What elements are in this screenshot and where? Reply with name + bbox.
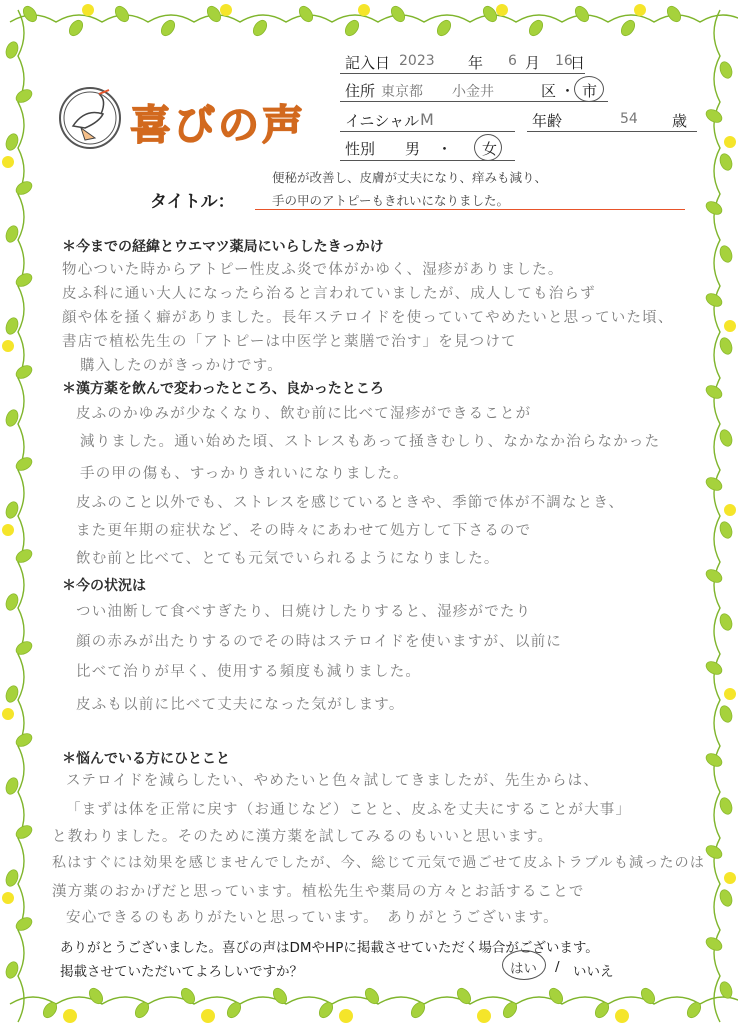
section-heading: ＊漢方薬を飲んで変わったところ、良かったところ — [62, 381, 384, 397]
address-dot: ・ — [560, 82, 576, 100]
yellow-dot-icon — [634, 4, 646, 16]
handwritten-line: 物心ついた時からアトピー性皮ふ炎で体がかゆく、湿疹がありました。 — [62, 262, 564, 278]
leaf-icon — [665, 4, 684, 24]
yellow-dot-icon — [339, 1009, 353, 1023]
leaf-icon — [21, 4, 40, 24]
leaf-icon — [14, 547, 34, 565]
date-month-unit: 月 — [525, 54, 541, 72]
leaf-icon — [718, 796, 734, 816]
title-line-1: 便秘が改善し、皮膚が丈夫になり、痒みも減り、 — [272, 170, 548, 185]
leaf-icon — [718, 152, 734, 172]
yellow-dot-icon — [358, 4, 370, 16]
gender-female-circle — [474, 134, 502, 161]
leaf-icon — [14, 915, 34, 933]
vine-left — [18, 10, 24, 1022]
leaf-icon — [4, 960, 20, 980]
gender-female: 女 — [482, 140, 498, 158]
leaf-icon — [718, 244, 734, 264]
age-unit: 歳 — [672, 112, 688, 130]
yellow-dot-icon — [477, 1009, 491, 1023]
leaf-icon — [14, 823, 34, 841]
yellow-dot-icon — [220, 4, 232, 16]
leaf-icon — [704, 291, 724, 309]
handwritten-line: 比べて治りが早く、使用する頻度も減りました。 — [76, 664, 422, 680]
leaf-icon — [113, 4, 132, 24]
address-ward: 区 — [541, 82, 557, 100]
yellow-dot-icon — [2, 708, 14, 720]
leaf-icon — [4, 132, 20, 152]
leaf-icon — [14, 363, 34, 381]
yellow-dot-icon — [724, 136, 736, 148]
section-heading: ＊今の状況は — [62, 578, 146, 594]
address-label: 住所 — [345, 82, 376, 100]
address-prefecture: 東京都 — [381, 84, 423, 100]
leaf-icon — [718, 612, 734, 632]
yellow-dot-icon — [724, 320, 736, 332]
date-month: 6 — [508, 53, 517, 69]
gender-dot: ・ — [437, 140, 453, 158]
date-label: 記入日 — [345, 54, 391, 72]
age-label: 年齢 — [532, 112, 563, 130]
address-city-choice: 市 — [582, 82, 598, 100]
handwritten-line: 漢方薬のおかげだと思っています。植松先生や薬局の方々とお話することで — [52, 884, 585, 900]
handwritten-line: 皮ふのこと以外でも、ストレスを感じているときや、季節で体が不調なとき、 — [76, 495, 625, 511]
handwritten-line: つい油断して食べすぎたり、日焼けしたりすると、湿疹がでたり — [76, 604, 532, 620]
leaf-icon — [527, 18, 546, 38]
leaf-icon — [481, 4, 500, 24]
title-label: タイトル： — [150, 192, 235, 212]
leaf-icon — [251, 18, 270, 38]
leaf-icon — [718, 428, 734, 448]
age-value: 54 — [620, 111, 638, 127]
handwritten-line: 皮ふのかゆみが少なくなり、飲む前に比べて湿疹ができることが — [76, 406, 532, 422]
handwritten-line: 減りました。通い始めた頃、ストレスもあって掻きむしり、なかなか治らなかった — [80, 434, 661, 450]
date-day-unit: 日 — [570, 54, 586, 72]
initial-label: イニシャル — [345, 112, 420, 130]
leaf-icon — [718, 704, 734, 724]
initial-value: M — [420, 110, 434, 129]
leaf-icon — [4, 408, 20, 428]
date-year: 2023 — [399, 53, 435, 69]
handwritten-line: 購入したのがきっかけです。 — [80, 358, 283, 374]
yellow-dot-icon — [82, 4, 94, 16]
handwritten-line: また更年期の症状など、その時々にあわせて処方して下さるので — [76, 523, 532, 539]
leaf-icon — [704, 751, 724, 769]
footer-slash: / — [555, 959, 560, 975]
leaf-icon — [573, 4, 592, 24]
leaf-icon — [14, 87, 34, 105]
leaf-icon — [704, 567, 724, 585]
handwritten-line: 顔の赤みが出たりするのでその時はステロイドを使いますが、以前に — [76, 634, 562, 650]
leaf-icon — [14, 271, 34, 289]
handwritten-line: 皮ふも以前に比べて丈夫になった気がします。 — [76, 697, 405, 713]
handwritten-line: 飲む前と比べて、とても元気でいられるようになりました。 — [76, 551, 500, 567]
handwritten-line: 皮ふ科に通い大人になったら治ると言われていましたが、成人しても治らず — [62, 286, 596, 302]
title-line-2: 手の甲のアトピーもきれいになりました。 — [272, 193, 510, 208]
leaf-icon — [4, 592, 20, 612]
handwritten-line: 私はすぐには効果を感じませんでしたが、今、総じて元気で過ごせて皮ふトラブルも減ったのは — [52, 855, 706, 871]
handwritten-line: ステロイドを減らしたい、やめたいと色々試してきましたが、先生からは、 — [66, 773, 600, 789]
leaf-icon — [718, 520, 734, 540]
yellow-dot-icon — [2, 524, 14, 536]
handwritten-line: 手の甲の傷も、すっかりきれいになりました。 — [80, 466, 409, 482]
leaf-icon — [159, 18, 178, 38]
yellow-dot-icon — [2, 340, 14, 352]
leaf-icon — [4, 500, 20, 520]
handwritten-line: 顔や体を掻く癖がありました。長年ステロイドを使っていてやめたいと思っていた頃、 — [62, 310, 674, 326]
leaf-icon — [343, 18, 362, 38]
address-city: 小金井 — [452, 84, 494, 100]
footer-question: 掲載させていただいてよろしいですか？ — [60, 964, 303, 980]
leaf-icon — [704, 107, 724, 125]
leaf-icon — [718, 336, 734, 356]
leaf-icon — [67, 18, 86, 38]
yellow-dot-icon — [2, 156, 14, 168]
leaf-icon — [14, 639, 34, 657]
leaf-icon — [4, 224, 20, 244]
handwritten-line: と教わりました。そのために漢方薬を試してみるのもいいと思います。 — [52, 829, 554, 845]
date-day: 16 — [555, 53, 573, 69]
yellow-dot-icon — [724, 504, 736, 516]
leaf-icon — [435, 18, 454, 38]
leaf-icon — [14, 731, 34, 749]
leaf-icon — [4, 868, 20, 888]
leaf-icon — [4, 40, 20, 60]
leaf-icon — [718, 60, 734, 80]
handwritten-line: 安心できるのもありがたいと思っています。 ありがとうございます。 — [66, 910, 559, 926]
stork-icon — [55, 78, 125, 158]
leaf-icon — [14, 179, 34, 197]
logo-title: 喜びの声 — [130, 101, 306, 149]
leaf-icon — [704, 935, 724, 953]
yellow-dot-icon — [496, 4, 508, 16]
section-heading: ＊今までの経緯とウエマツ薬局にいらしたきっかけ — [62, 239, 384, 255]
date-year-unit: 年 — [468, 54, 484, 72]
leaf-icon — [297, 4, 316, 24]
section-heading: ＊悩んでいる方にひとこと — [62, 751, 230, 767]
footer-yes-circle — [502, 950, 546, 980]
yellow-dot-icon — [724, 688, 736, 700]
footer-no: いいえ — [573, 964, 614, 980]
yellow-dot-icon — [615, 1009, 629, 1023]
leaf-icon — [704, 199, 724, 217]
gender-male: 男 — [405, 140, 421, 158]
leaf-icon — [718, 888, 734, 908]
vine-right — [714, 10, 720, 1022]
leaf-icon — [4, 684, 20, 704]
leaf-icon — [14, 455, 34, 473]
leaf-icon — [389, 4, 408, 24]
leaf-icon — [619, 18, 638, 38]
address-city-circle — [574, 76, 604, 102]
leaf-icon — [4, 316, 20, 336]
leaf-icon — [205, 4, 224, 24]
handwritten-line: 「まずは体を正常に戻す（お通じなど）ことと、皮ふを丈夫にすることが大事」 — [66, 802, 632, 818]
leaf-icon — [704, 659, 724, 677]
leaf-icon — [704, 843, 724, 861]
leaf-icon — [4, 776, 20, 796]
yellow-dot-icon — [63, 1009, 77, 1023]
leaf-icon — [704, 475, 724, 493]
footer-notice: ありがとうございました。喜びの声はDMやHPに掲載させていただく場合がございます。 — [60, 940, 599, 956]
leaf-icon — [704, 383, 724, 401]
title-underline — [255, 209, 685, 210]
yellow-dot-icon — [201, 1009, 215, 1023]
gender-label: 性別 — [345, 140, 376, 158]
footer-yes: はい — [510, 961, 537, 977]
yellow-dot-icon — [724, 872, 736, 884]
yellow-dot-icon — [2, 892, 14, 904]
handwritten-line: 書店で植松先生の「アトピーは中医学と薬膳で治す」を見つけて — [62, 334, 517, 350]
